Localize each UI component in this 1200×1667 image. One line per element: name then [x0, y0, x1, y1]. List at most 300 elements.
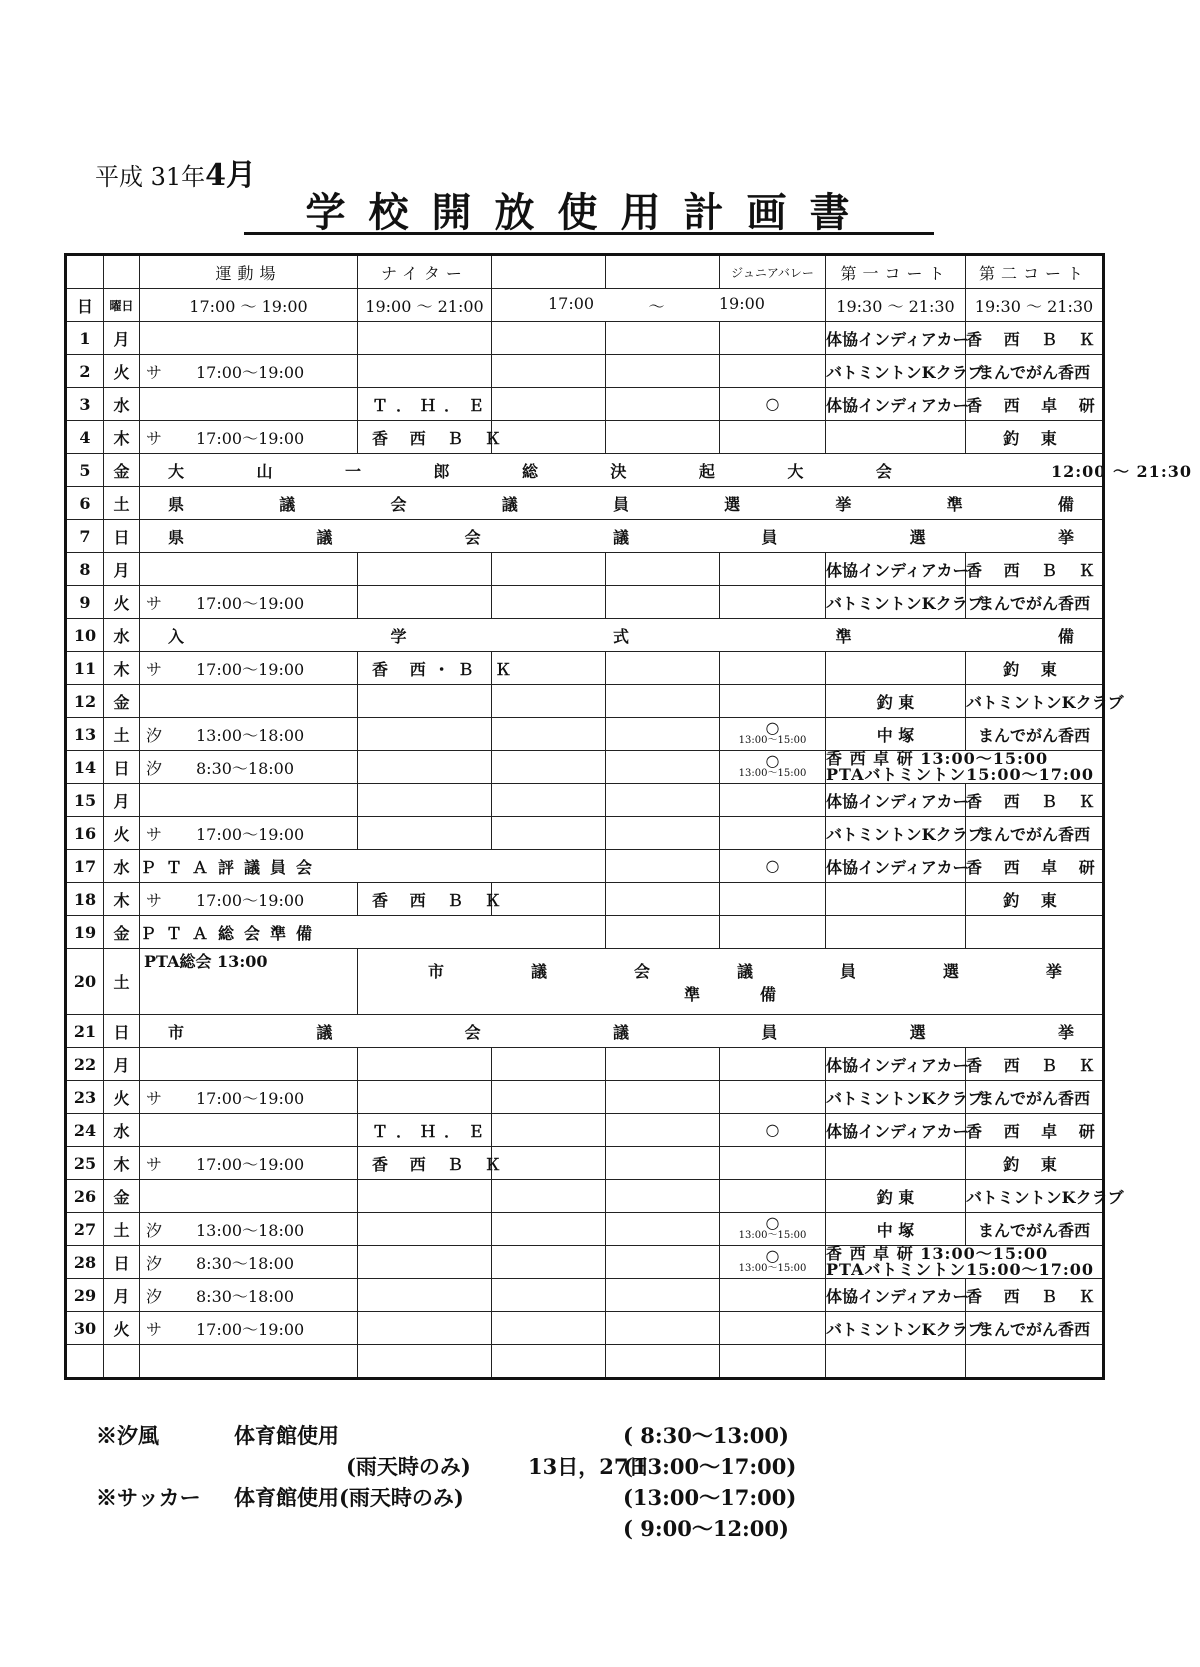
empty-cell [492, 1048, 606, 1081]
schedule-row [66, 1312, 1104, 1345]
court-2-cell: バトミントンKクラブ [966, 1180, 1104, 1213]
nighter-cell [358, 586, 492, 619]
nighter-cell [358, 1246, 492, 1279]
note-time: ( 9:00～12:00) [623, 1516, 789, 1541]
event-char: 山 [256, 461, 273, 481]
field-time: 17:00～19:00 [196, 362, 305, 382]
event-char: 員 [839, 961, 856, 981]
schedule-body [66, 255, 1192, 1379]
court-shared-line: PTAバトミントン15:00～17:00 [826, 765, 1095, 784]
court-1-cell: 体協インディアカー [826, 850, 966, 883]
weekday: 火 [104, 1081, 140, 1114]
schedule-row [66, 784, 1104, 817]
mid-time-start: 17:00 [548, 293, 595, 313]
header-row [66, 255, 1104, 289]
court-1-cell [826, 1147, 966, 1180]
note-row [96, 1513, 896, 1544]
event-cell [140, 520, 1104, 553]
court-1-cell: 体協インディアカー [826, 1279, 966, 1312]
event-char: 備 [760, 984, 777, 1004]
event-char: 議 [612, 1022, 629, 1042]
event-char: 決 [610, 461, 627, 481]
empty-cell [492, 1312, 606, 1345]
weekday: 火 [104, 1312, 140, 1345]
field-cell [140, 685, 358, 718]
event-char: 議 [736, 961, 753, 981]
field-cell [140, 322, 358, 355]
empty-cell [606, 883, 720, 916]
empty-cell [606, 1246, 720, 1279]
court-2-cell: まんでがん香西 [966, 1081, 1104, 1114]
day-number: 2 [66, 355, 104, 388]
schedule-row [66, 949, 1104, 1015]
nighter-cell [358, 817, 492, 850]
day-number: 28 [66, 1246, 104, 1279]
schedule-row [66, 322, 1104, 355]
junior-volley-cell [720, 355, 826, 388]
court-1-cell: 釣 東 [826, 1180, 966, 1213]
court-2-cell: 香 西 Ｂ Ｋ [966, 322, 1104, 355]
empty-cell [492, 322, 606, 355]
event-char: 備 [1057, 626, 1074, 646]
day-number: 4 [66, 421, 104, 454]
field-cell [140, 1312, 358, 1345]
event-char: 選 [909, 1022, 926, 1042]
nighter-cell [358, 355, 492, 388]
field-cell [140, 1345, 358, 1379]
schedule-row [66, 751, 1104, 784]
schedule-row [66, 388, 1104, 421]
day-number: 29 [66, 1279, 104, 1312]
weekday: 木 [104, 652, 140, 685]
nighter-cell: Ｔ．Ｈ．Ｅ [358, 388, 492, 421]
time-row [66, 289, 1104, 322]
junior-volley-cell [720, 751, 826, 784]
empty-cell [606, 1114, 720, 1147]
court-2-cell: まんでがん香西 [966, 1213, 1104, 1246]
junior-volley-cell [720, 718, 826, 751]
junior-volley-mark: ○ [765, 751, 780, 770]
field-cell [140, 1246, 358, 1279]
field-time: 17:00～19:00 [196, 1319, 305, 1339]
event-char: 郎 [433, 461, 450, 481]
election-cell [358, 949, 1104, 1015]
nighter-cell: 香 西 Ｂ Ｋ [358, 421, 492, 454]
weekday: 木 [104, 421, 140, 454]
empty-cell [492, 1081, 606, 1114]
event-char: 員 [761, 1022, 778, 1042]
junior-volley-cell [720, 1279, 826, 1312]
court-2-cell: 釣 東 [966, 652, 1104, 685]
day-number: 9 [66, 586, 104, 619]
junior-volley-time: 13:00～15:00 [738, 735, 807, 746]
nighter-cell [358, 322, 492, 355]
event-char: 挙 [1057, 1022, 1074, 1042]
junior-volley-mark: ○ [765, 394, 780, 413]
court-1-cell: 釣 東 [826, 685, 966, 718]
day-number: 14 [66, 751, 104, 784]
document-title: 学校開放使用計画書 [244, 190, 934, 235]
weekday: 木 [104, 883, 140, 916]
nighter-cell [358, 1279, 492, 1312]
empty-cell [606, 817, 720, 850]
court-1-cell: バトミントンKクラブ [826, 355, 966, 388]
junior-volley-cell [720, 1048, 826, 1081]
day-number: 24 [66, 1114, 104, 1147]
court-1-cell: バトミントンKクラブ [826, 817, 966, 850]
court-2-cell: バトミントンKクラブ [966, 685, 1104, 718]
schedule-row [66, 1114, 1104, 1147]
corner-cell [66, 255, 104, 289]
empty-cell [492, 751, 606, 784]
court-2-cell: まんでがん香西 [966, 355, 1104, 388]
court-1-cell: 体協インディアカー [826, 553, 966, 586]
event-char: 会 [464, 1022, 481, 1042]
day-number: 3 [66, 388, 104, 421]
field-user: サ [146, 593, 163, 613]
event-char: 一 [344, 461, 361, 481]
weekday: 日 [104, 1246, 140, 1279]
field-user: サ [146, 1154, 163, 1174]
field-time: 17:00 ～ 19:00 [140, 289, 358, 322]
event-char: 入 [168, 626, 185, 646]
note-text: (雨天時のみ) [346, 1454, 471, 1479]
field-user: サ [146, 362, 163, 382]
event-cell [140, 454, 1192, 487]
day-number: 11 [66, 652, 104, 685]
empty-cell [606, 1213, 720, 1246]
court-1-cell: 体協インディアカー [826, 1048, 966, 1081]
court-shared-line: PTAバトミントン15:00～17:00 [826, 1260, 1095, 1279]
field-user: 汐 [146, 1253, 163, 1273]
event-char: 会 [390, 494, 407, 514]
empty-cell [492, 784, 606, 817]
day-number: 8 [66, 553, 104, 586]
empty-cell [606, 553, 720, 586]
schedule-row [66, 685, 1104, 718]
nighter-cell [358, 751, 492, 784]
field-cell [140, 421, 358, 454]
empty-cell [492, 355, 606, 388]
field-user: サ [146, 659, 163, 679]
empty-cell [606, 586, 720, 619]
event-char: 員 [761, 527, 778, 547]
junior-volley-cell [720, 784, 826, 817]
weekday: 月 [104, 1279, 140, 1312]
day-number: 12 [66, 685, 104, 718]
court-2-cell: まんでがん香西 [966, 718, 1104, 751]
day-number: 10 [66, 619, 104, 652]
event-time: 12:00 ～ 21:30 [1050, 461, 1192, 481]
col-header-blank [606, 255, 720, 289]
field-cell [140, 718, 358, 751]
event-char: 大 [168, 461, 185, 481]
junior-volley-cell [720, 586, 826, 619]
event-cell [140, 487, 1104, 520]
note-text: 体育館使用 [234, 1423, 339, 1448]
field-time: 8:30～18:00 [196, 758, 295, 778]
nighter-cell [358, 553, 492, 586]
field-time: 8:30～18:00 [196, 1286, 295, 1306]
weekday: 金 [104, 1180, 140, 1213]
day-number: 18 [66, 883, 104, 916]
nighter-cell [358, 1081, 492, 1114]
note-row [96, 1482, 896, 1513]
event-char: 会 [633, 961, 650, 981]
event-char: 議 [612, 527, 629, 547]
mid-time [492, 289, 826, 322]
field-time: 8:30～18:00 [196, 1253, 295, 1273]
event-char: 起 [698, 461, 715, 481]
court-2-cell: 香 西 卓 研 [966, 388, 1104, 421]
court-shared-cell [826, 751, 1104, 784]
court-2-time: 19:30 ～ 21:30 [966, 289, 1104, 322]
empty-cell [492, 1180, 606, 1213]
day-header: 日 [66, 289, 104, 322]
note-row [96, 1451, 896, 1482]
junior-volley-time: 13:00～15:00 [738, 1230, 807, 1241]
empty-cell [606, 784, 720, 817]
event-char: 挙 [835, 494, 852, 514]
weekday: 日 [104, 1015, 140, 1048]
weekday: 金 [104, 916, 140, 949]
nighter-cell: Ｔ．Ｈ．Ｅ [358, 1114, 492, 1147]
field-user: 汐 [146, 1286, 163, 1306]
junior-volley-cell [720, 1213, 826, 1246]
event-char: 準 [683, 984, 700, 1004]
court-2-cell: 香 西 Ｂ Ｋ [966, 1279, 1104, 1312]
note-time: ( 8:30～13:00) [623, 1423, 789, 1448]
nighter-cell: 香 西 Ｂ Ｋ [358, 1147, 492, 1180]
weekday: 月 [104, 784, 140, 817]
court-1-cell [826, 916, 966, 949]
field-user: サ [146, 890, 163, 910]
field-text: PTA総会 13:00 [144, 952, 268, 971]
weekday-header: 曜日 [104, 289, 140, 322]
junior-volley-cell [720, 1147, 826, 1180]
notes [96, 1420, 896, 1544]
event-char: 議 [316, 1022, 333, 1042]
col-header-blank [492, 255, 606, 289]
weekday: 火 [104, 355, 140, 388]
junior-volley-cell [720, 1312, 826, 1345]
day-number: 23 [66, 1081, 104, 1114]
empty-cell [606, 388, 720, 421]
weekday: 土 [104, 718, 140, 751]
schedule-row [66, 1345, 1104, 1379]
empty-cell [492, 553, 606, 586]
empty-cell [606, 916, 720, 949]
weekday: 日 [104, 751, 140, 784]
empty-cell [492, 1345, 606, 1379]
court-shared-cell [826, 1246, 1104, 1279]
event-char: 議 [279, 494, 296, 514]
junior-volley-mark: ○ [765, 1213, 780, 1232]
event-char: 総 [521, 461, 538, 481]
court-2-cell: 香 西 卓 研 [966, 1114, 1104, 1147]
plan-period [95, 150, 256, 194]
court-2-cell: まんでがん香西 [966, 1312, 1104, 1345]
schedule-row [66, 1015, 1104, 1048]
weekday: 火 [104, 586, 140, 619]
field-cell [140, 355, 358, 388]
weekday: 水 [104, 619, 140, 652]
court-2-cell [966, 916, 1104, 949]
empty-cell [606, 1279, 720, 1312]
schedule-row [66, 1147, 1104, 1180]
event-cell [140, 619, 1104, 652]
field-cell [140, 388, 358, 421]
empty-cell [492, 1246, 606, 1279]
nighter-cell: 香 西・Ｂ Ｋ [358, 652, 492, 685]
event-char: 県 [168, 494, 185, 514]
day-number: 20 [66, 949, 104, 1015]
junior-volley-mark: ○ [765, 1246, 780, 1265]
court-shared-line: 香 西 卓 研 13:00～15:00 [826, 749, 1049, 768]
col-header-junior-volley: ジュニアバレー [720, 255, 826, 289]
field-cell [140, 1279, 358, 1312]
day-number [66, 1345, 104, 1379]
court-1-cell: 体協インディアカー [826, 1114, 966, 1147]
event-char: 会 [875, 461, 892, 481]
court-1-cell: 体協インディアカー [826, 784, 966, 817]
schedule-row [66, 817, 1104, 850]
junior-volley-cell: ○ [720, 850, 826, 883]
field-cell [140, 1180, 358, 1213]
schedule-row [66, 619, 1104, 652]
nighter-cell [358, 1213, 492, 1246]
court-1-cell [826, 652, 966, 685]
weekday: 水 [104, 388, 140, 421]
court-2-cell: 香 西 Ｂ Ｋ [966, 1048, 1104, 1081]
schedule-row [66, 487, 1104, 520]
col-header-nighter: ナイター [358, 255, 492, 289]
weekday: 木 [104, 1147, 140, 1180]
court-2-cell: 香 西 卓 研 [966, 850, 1104, 883]
mid-time-sep: ～ [648, 296, 665, 316]
note-text: 体育館使用(雨天時のみ) [234, 1485, 464, 1510]
weekday: 水 [104, 850, 140, 883]
junior-volley-cell [720, 1114, 826, 1147]
day-number: 15 [66, 784, 104, 817]
field-user: サ [146, 1088, 163, 1108]
court-1-cell: 中 塚 [826, 1213, 966, 1246]
field-time: 17:00～19:00 [196, 593, 305, 613]
court-shared-line: 香 西 卓 研 13:00～15:00 [826, 1244, 1049, 1263]
empty-cell [492, 1213, 606, 1246]
note-time: (13:00～17:00) [623, 1454, 797, 1479]
junior-volley-cell [720, 817, 826, 850]
field-cell [140, 817, 358, 850]
junior-volley-cell [720, 322, 826, 355]
event-char: 議 [530, 961, 547, 981]
event-char: 議 [316, 527, 333, 547]
field-cell [140, 1114, 358, 1147]
empty-cell [492, 685, 606, 718]
junior-volley-cell [720, 1180, 826, 1213]
note-dates: 13日，27日 [528, 1454, 650, 1479]
empty-cell [606, 1048, 720, 1081]
day-number: 27 [66, 1213, 104, 1246]
court-1-time: 19:30 ～ 21:30 [826, 289, 966, 322]
court-1-cell: 体協インディアカー [826, 388, 966, 421]
empty-cell [606, 751, 720, 784]
field-cell [140, 784, 358, 817]
empty-cell [606, 1147, 720, 1180]
schedule-row [66, 1246, 1104, 1279]
court-1-cell: バトミントンKクラブ [826, 586, 966, 619]
field-cell [140, 751, 358, 784]
weekday: 金 [104, 454, 140, 487]
court-1-cell: 体協インディアカー [826, 322, 966, 355]
schedule-table [64, 253, 1192, 1380]
note-time: (13:00～17:00) [623, 1485, 797, 1510]
corner-cell [104, 255, 140, 289]
schedule-row [66, 355, 1104, 388]
pta-event: ＰＴＡ総会準備 [140, 916, 606, 949]
event-char: 学 [390, 626, 407, 646]
empty-cell [492, 817, 606, 850]
weekday: 日 [104, 520, 140, 553]
junior-volley-cell [720, 1246, 826, 1279]
empty-cell [606, 1180, 720, 1213]
nighter-cell [358, 685, 492, 718]
junior-volley-time: 13:00～15:00 [738, 1263, 807, 1274]
junior-volley-cell [720, 1081, 826, 1114]
event-cell [140, 1015, 1104, 1048]
col-header-field: 運動場 [140, 255, 358, 289]
col-header-court-2: 第二コート [966, 255, 1104, 289]
event-char: 選 [942, 961, 959, 981]
empty-cell [606, 322, 720, 355]
junior-volley-cell [720, 883, 826, 916]
event-char: 式 [612, 626, 629, 646]
junior-volley-cell [720, 1345, 826, 1379]
field-time: 17:00～19:00 [196, 890, 305, 910]
day-number: 22 [66, 1048, 104, 1081]
nighter-cell [358, 1180, 492, 1213]
empty-cell [606, 685, 720, 718]
schedule-row [66, 1048, 1104, 1081]
court-2-cell: 香 西 Ｂ Ｋ [966, 553, 1104, 586]
event-char: 挙 [1045, 961, 1062, 981]
empty-cell [606, 718, 720, 751]
plan-month: 4月 [205, 158, 257, 193]
court-2-cell: 釣 東 [966, 421, 1104, 454]
junior-volley-cell [720, 685, 826, 718]
junior-volley-cell [720, 421, 826, 454]
empty-cell [606, 355, 720, 388]
court-2-cell: 香 西 Ｂ Ｋ [966, 784, 1104, 817]
day-number: 13 [66, 718, 104, 751]
event-char: 会 [464, 527, 481, 547]
court-1-cell [826, 421, 966, 454]
court-2-cell: まんでがん香西 [966, 817, 1104, 850]
schedule-row [66, 520, 1104, 553]
note-label: ※汐風 [96, 1423, 159, 1448]
nighter-cell [358, 1345, 492, 1379]
mid-time-end: 19:00 [718, 293, 765, 313]
weekday: 火 [104, 817, 140, 850]
field-time: 17:00～19:00 [196, 1154, 305, 1174]
field-cell [140, 586, 358, 619]
empty-cell [492, 1279, 606, 1312]
day-number: 19 [66, 916, 104, 949]
empty-cell [606, 652, 720, 685]
weekday: 月 [104, 1048, 140, 1081]
schedule-row [66, 718, 1104, 751]
weekday: 水 [104, 1114, 140, 1147]
